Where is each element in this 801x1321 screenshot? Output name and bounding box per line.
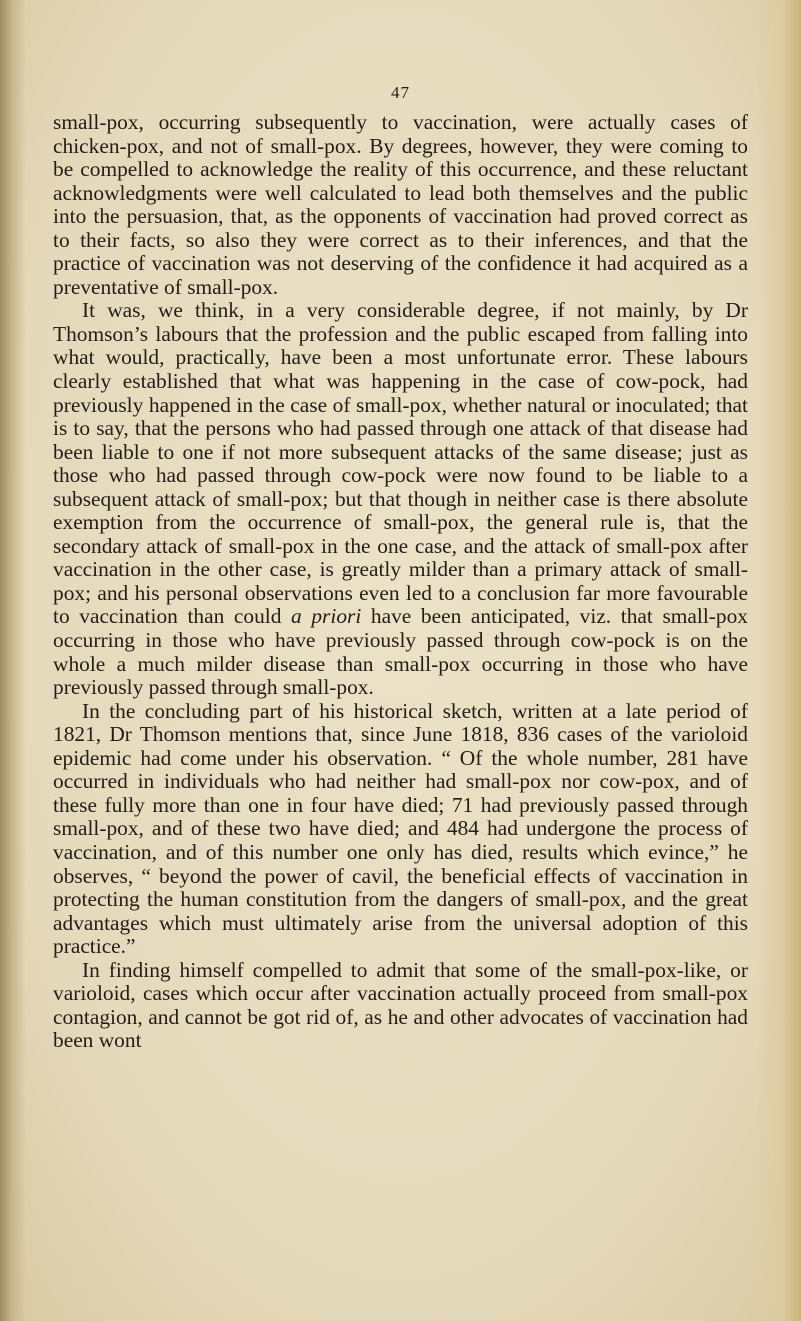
paragraph-thomson-labours [53,299,748,699]
page-edge-foxing [757,0,801,1321]
binding-shadow [0,0,26,1321]
paragraph-text-before-emphasis: It was, we think, in a very considerable degree, if not mainly, by Dr Thomson’s labours that the profession and the public escaped from falling into what would, practically, have been a most unfortunate error. These labours clearly established that what was happening in the case of cow-pock, had previously happened in the case of small-pox, whether natural or inoculated; that is to say, that the persons who had passed through one attack of that disease had been liable to one if not more subsequent attacks of the same disease; just as those who had passed through cow-pock were now found to be liable to a subsequent attack of small-pox; but that though in neither case is there absolute exemption from the occurrence of small-pox, the general rule is, that the secondary attack of small-pox in the one case, and the attack of small-pox after vaccination in the other case, is greatly milder than a primary attack of small-pox; and his personal observations even led to a conclusion far more favourable to vaccination than could [53,298,748,629]
paragraph-continuation: small-pox, occurring subsequently to vaccination, were actually cases of chicken-pox, and not of small-pox. By degrees, however, they were coming to be compelled to acknowledge the reality of this occurrence, and these reluctant acknowledgments were well calculated to lead both themselves and the public into the persuasion, that, as the opponents of vaccination had proved correct as to their facts, so also they were correct as to their inferences, and that the practice of vaccination was not deserving of the confidence it had acquired as a preventative of small-pox. [53,110,748,299]
paragraph-varioloid-cases: In finding himself compelled to admit that some of the small-pox-like, or varioloid, cases which occur after vaccination actually proceed from small-pox contagion, and cannot be got rid of, as he and other advocates of vaccination had been wont [53,957,748,1053]
body-text [53,111,748,1053]
paragraph-historical-sketch: In the concluding part of his historical sketch, written at a late period of 1821, Dr Thomson mentions that, since June 1818, 836 cases of the varioloid epidemic had come under his observation. “ Of the whole number, 281 have occurred in individuals who had neither had small-pox nor cow-pox, and of these fully more than one in four have died; 71 had previously passed through small-pox, and of these two have died; and 484 had undergone the process of vaccination, and of this number one only has died, results which evince,” he observes, “ beyond the power of cavil, the beneficial effects of vaccination in protecting the human constitution from the dangers of small-pox, and the great advantages which must ultimately arise from the universal adoption of this practice.” [53,698,748,959]
page-number: 47 [391,83,410,102]
italic-phrase: a priori [291,604,362,629]
paragraph-text-after-emphasis: have been anticipated, viz. that small-pox occurring in those who have previously passed through cow-pock is on the whole a much milder disease than small-pox occurring in those who have previously passed through small-pox. [53,604,749,700]
